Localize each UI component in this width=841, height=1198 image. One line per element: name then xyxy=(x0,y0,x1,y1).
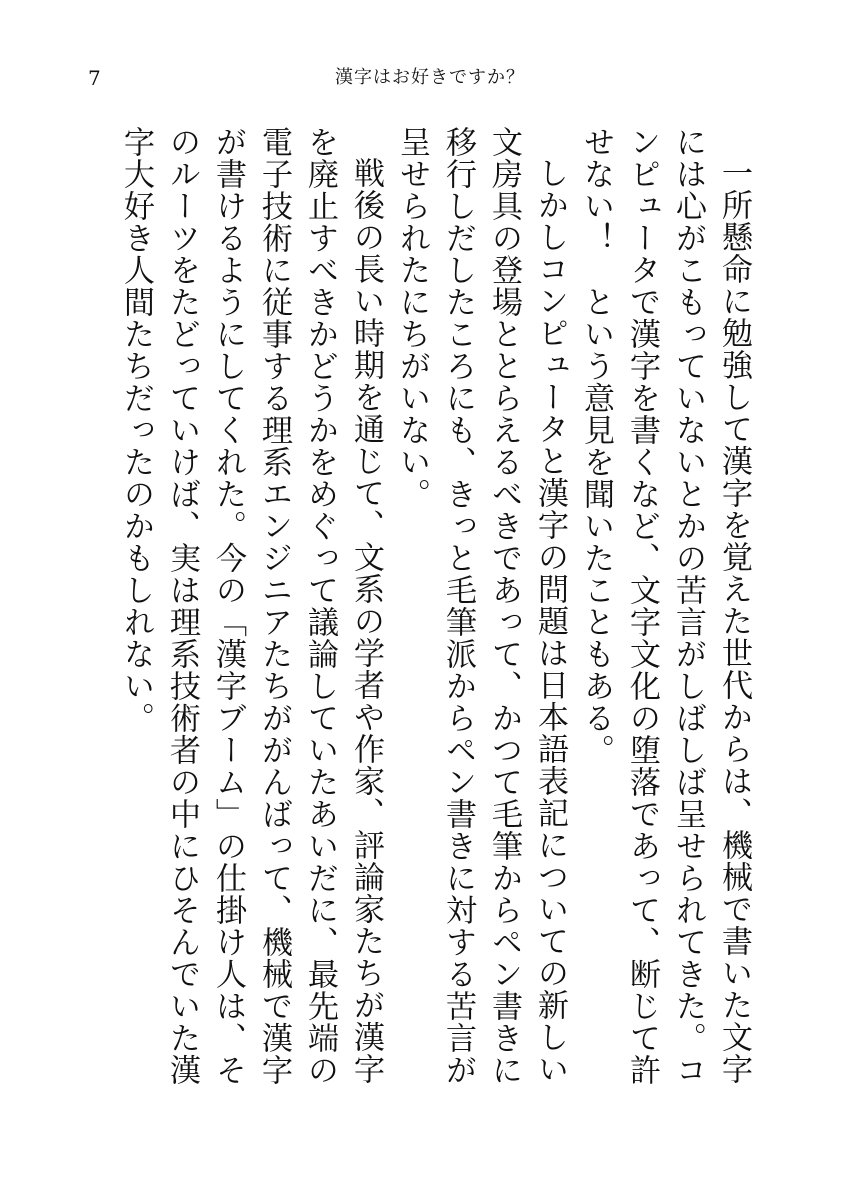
vertical-body-text xyxy=(113,126,757,1116)
running-title: 漢字はお好きですか？ xyxy=(335,67,525,88)
paragraph-1: 一所懸命に勉強して漢字を覚えた世代からは、機械で書いた文字には心がこもっていないとかの苦言がしばしば呈せられてきた。コンピュータで漢字を書くなど、文字文化の堕落であって、断じて許せない！ という意見を聞いたこともある。 xyxy=(578,126,752,1086)
paragraph-3: 戦後の長い時期を通じて、文系の学者や作家、評論家たちが漢字を廃止すべきかどうかをめぐって議論していたあいだに、最先端の電子技術に従事する理系エンジニアたちががんばって、機械で漢字が書けるようにしてくれた。今の「漢字ブーム」の仕掛け人は、そのルーツをたどっていけば、実は理系技術者の中にひそんでいた漢字大好き人間たちだったのかもしれない。 xyxy=(118,126,384,1086)
paragraph-2: しかしコンピュータと漢字の問題は日本語表記についての新しい文房具の登場ととらえるべきであって、かつて毛筆からペン書きに移行しだしたころにも、きっと毛筆派からペン書きに対する苦言が呈せられたにちがいない。 xyxy=(394,126,568,1086)
page-number: 7 xyxy=(88,66,101,90)
